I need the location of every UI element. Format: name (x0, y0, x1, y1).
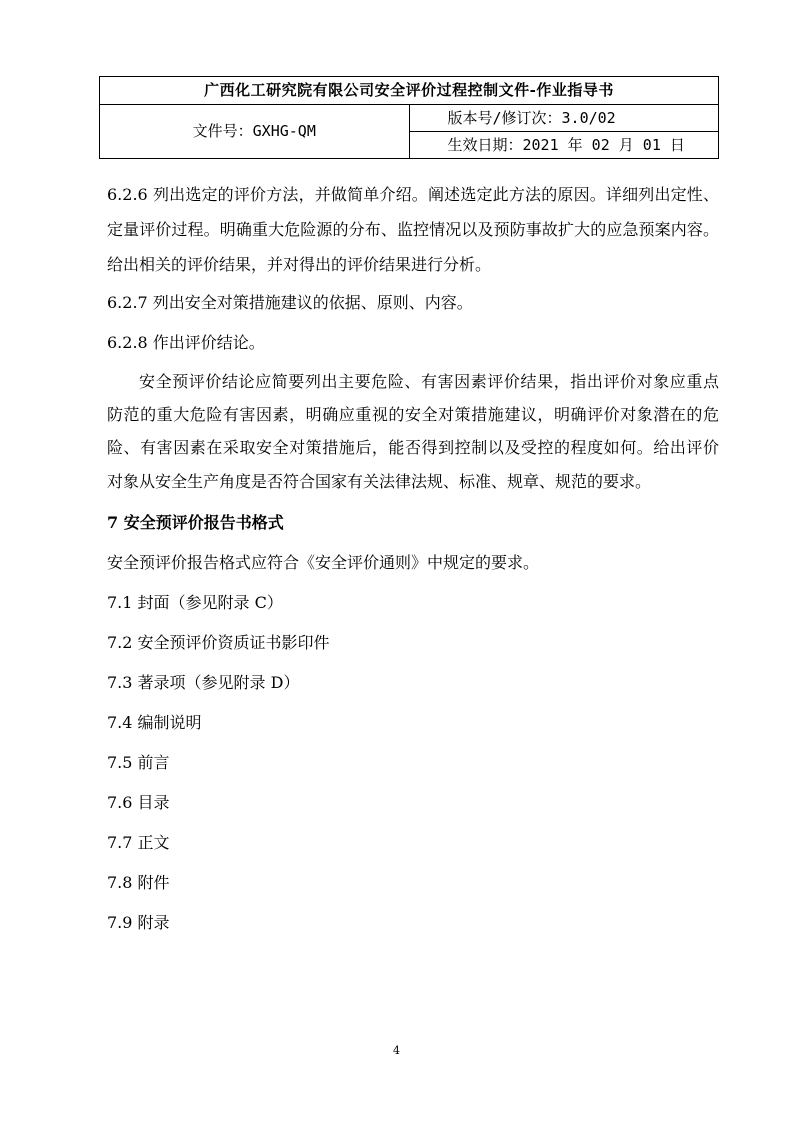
list-item: 7.9 附录 (107, 913, 170, 932)
document-title: 广西化工研究院有限公司安全评价过程控制文件-作业指导书 (100, 77, 719, 105)
list-item: 7.6 目录 (107, 793, 170, 812)
list-item: 7.3 著录项（参见附录 D） (107, 673, 300, 692)
page-number: 4 (393, 1044, 400, 1057)
paragraph-6-2-6-line: 定量评价过程。明确重大危险源的分布、监控情况以及预防事故扩大的应急预案内容。 (107, 220, 719, 239)
section-7-intro: 安全预评价报告格式应符合《安全评价通则》中规定的要求。 (107, 553, 540, 572)
list-item: 7.4 编制说明 (107, 713, 202, 732)
paragraph-6-2-7: 6.2.7 列出安全对策措施建议的依据、原则、内容。 (107, 293, 473, 312)
conclusion-paragraph-line: 险、有害因素在采取安全对策措施后，能否得到控制以及受控的程度如何。给出评价 (107, 438, 719, 457)
paragraph-6-2-8: 6.2.8 作出评价结论。 (107, 333, 265, 352)
list-item: 7.2 安全预评价资质证书影印件 (107, 633, 330, 652)
version-number: 版本号/修订次：3.0/02 (409, 105, 719, 132)
paragraph-6-2-6-line: 给出相关的评价结果，并对得出的评价结果进行分析。 (107, 255, 492, 274)
list-item: 7.1 封面（参见附录 C） (107, 593, 283, 612)
effective-date: 生效日期：2021 年 02 月 01 日 (409, 132, 719, 159)
list-item: 7.5 前言 (107, 753, 170, 772)
list-item: 7.7 正文 (107, 833, 170, 852)
document-header-table (99, 76, 719, 159)
conclusion-paragraph-line: 安全预评价结论应简要列出主要危险、有害因素评价结果，指出评价对象应重点 (139, 372, 719, 391)
conclusion-paragraph-line: 防范的重大危险有害因素，明确应重视的安全对策措施建议，明确评价对象潜在的危 (107, 405, 719, 424)
paragraph-6-2-6-line: 6.2.6 列出选定的评价方法，并做简单介绍。阐述选定此方法的原因。详细列出定性、 (107, 185, 719, 204)
file-number: 文件号：GXHG-QM (100, 105, 410, 159)
section-7-heading: 7 安全预评价报告书格式 (107, 513, 284, 532)
conclusion-paragraph-line: 对象从安全生产角度是否符合国家有关法律法规、标准、规章、规范的要求。 (107, 472, 652, 491)
list-item: 7.8 附件 (107, 873, 170, 892)
